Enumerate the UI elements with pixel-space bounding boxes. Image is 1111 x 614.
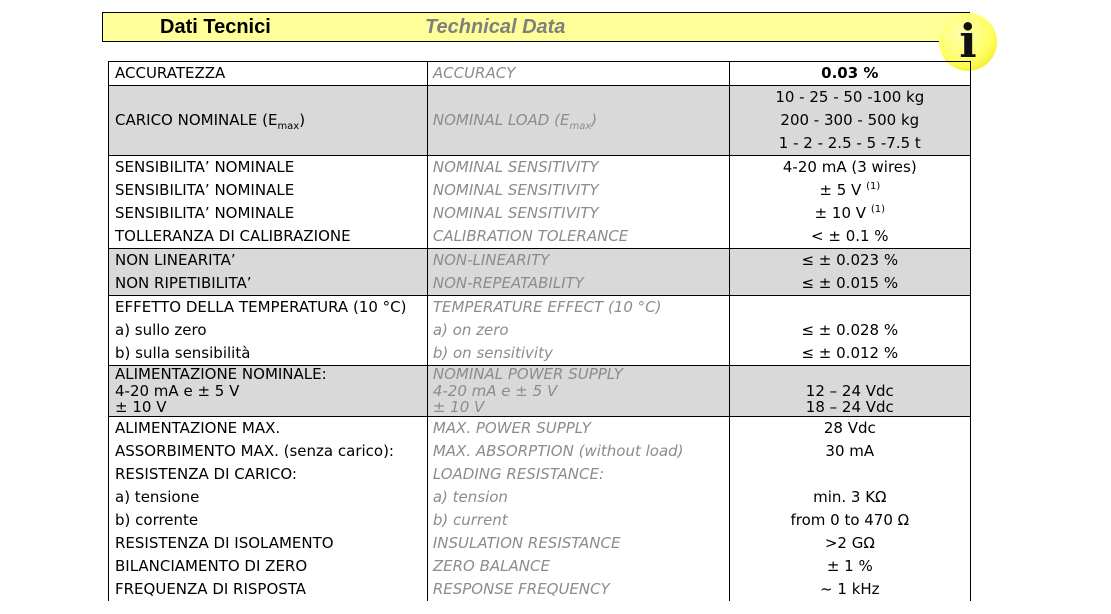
nominal-load-label-it: CARICO NOMINALE (E (115, 111, 278, 129)
current-value: from 0 to 470 Ω (790, 510, 910, 529)
non-linearity-label-it: NON LINEARITA’ (115, 251, 236, 269)
cell-english (427, 62, 729, 86)
sensitivity-value (736, 156, 964, 179)
sensitivity-value (736, 179, 964, 202)
cell-value (729, 86, 970, 156)
cell-italian (109, 156, 428, 249)
insulation-resistance-label-en: INSULATION RESISTANCE (432, 533, 621, 552)
cell-value (729, 156, 970, 249)
header-title-italian: Dati Tecnici (160, 16, 271, 38)
sensitivity-label-en: NOMINAL SENSITIVITY (432, 158, 599, 176)
table-row-temperature-effect (109, 296, 971, 366)
empty-line (736, 366, 964, 383)
loading-resistance-label-en: LOADING RESISTANCE: (432, 464, 605, 483)
zero-balance-value: ± 1 % (826, 556, 873, 575)
nominal-load-value: 200 - 300 - 500 kg (780, 111, 920, 129)
power-supply-title-en: NOMINAL POWER SUPPLY (432, 365, 623, 383)
sensitivity-label-it: SENSIBILITA’ NOMINALE (115, 204, 295, 222)
temperature-zero-label-it: a) sullo zero (115, 321, 207, 339)
max-absorption-label-it: ASSORBIMENTO MAX. (senza carico): (115, 441, 394, 460)
cell-italian (109, 296, 428, 366)
loading-resistance-label-it: RESISTENZA DI CARICO: (115, 464, 297, 483)
cell-italian (109, 62, 428, 86)
power-supply-option-it: ± 10 V (115, 398, 167, 416)
zero-balance-label-it: BILANCIAMENTO DI ZERO (115, 556, 308, 575)
nominal-load-close-en: ) (591, 111, 598, 129)
max-power-supply-label-it: ALIMENTAZIONE MAX. (115, 418, 281, 437)
current-label-it: b) corrente (115, 510, 199, 529)
empty-line (736, 296, 964, 319)
header-title-english: Technical Data (425, 16, 566, 38)
power-supply-option-en: ± 10 V (432, 398, 485, 416)
non-linearity-value: ≤ ± 0.023 % (801, 251, 899, 269)
section-header (102, 12, 970, 42)
response-frequency-label-it: FREQUENZA DI RISPOSTA (115, 579, 307, 598)
sensitivity-label-en: NOMINAL SENSITIVITY (432, 181, 599, 199)
nominal-load-close-it: ) (299, 111, 306, 129)
power-supply-value: 12 – 24 Vdc (805, 381, 894, 400)
info-icon-glyph: i (959, 14, 977, 68)
sensitivity-value (736, 202, 964, 225)
temperature-sensitivity-label-it: b) sulla sensibilità (115, 344, 251, 362)
table-row-nominal-load (109, 86, 971, 156)
tension-label-en: a) tension (432, 487, 508, 506)
table-row-accuracy (109, 62, 971, 86)
cell-english (427, 416, 729, 601)
power-supply-option-it: 4-20 mA e ± 5 V (115, 381, 240, 400)
cell-italian (109, 249, 428, 296)
calibration-tolerance-label-en: CALIBRATION TOLERANCE (432, 227, 629, 245)
nominal-load-value: 1 - 2 - 2.5 - 5 -7.5 t (778, 134, 921, 152)
nominal-load-subscript-en: max (569, 121, 592, 132)
footnote-marker: (1) (870, 204, 885, 215)
current-label-en: b) current (432, 510, 508, 529)
nominal-load-subscript-it: max (277, 121, 300, 132)
temperature-zero-label-en: a) on zero (432, 321, 509, 339)
max-absorption-label-en: MAX. ABSORPTION (without load) (432, 441, 684, 460)
cell-value (729, 62, 970, 86)
max-power-supply-value: 28 Vdc (823, 418, 876, 437)
accuracy-label-en: ACCURACY (432, 64, 516, 82)
sensitivity-label-it: SENSIBILITA’ NOMINALE (115, 158, 295, 176)
calibration-tolerance-label-it: TOLLERANZA DI CALIBRAZIONE (115, 227, 351, 245)
zero-balance-label-en: ZERO BALANCE (432, 556, 550, 575)
cell-italian (109, 416, 428, 601)
non-repeatability-label-en: NON-REPEATABILITY (432, 274, 584, 292)
power-supply-value: 18 – 24 Vdc (805, 398, 894, 416)
nominal-load-value: 10 - 25 - 50 -100 kg (775, 88, 925, 106)
cell-english (427, 86, 729, 156)
table-row-sensitivity (109, 156, 971, 249)
non-linearity-label-en: NON-LINEARITY (432, 251, 550, 269)
power-supply-title-it: ALIMENTAZIONE NOMINALE: (115, 365, 327, 383)
tension-value: min. 3 KΩ (813, 487, 887, 506)
sensitivity-value-text: ± 10 V (814, 204, 867, 222)
footnote-marker: (1) (866, 181, 881, 192)
tension-label-it: a) tensione (115, 487, 200, 506)
accuracy-value: 0.03 % (821, 64, 879, 82)
sensitivity-value-text: 4-20 mA (3 wires) (782, 158, 917, 176)
cell-value (729, 296, 970, 366)
temperature-title-en: TEMPERATURE EFFECT (10 °C) (432, 298, 662, 316)
table-row-linearity (109, 249, 971, 296)
sensitivity-label-en: NOMINAL SENSITIVITY (432, 204, 599, 222)
temperature-sensitivity-label-en: b) on sensitivity (432, 344, 553, 362)
empty-line (736, 463, 964, 486)
table-row-electrical (109, 416, 971, 601)
cell-italian (109, 366, 428, 417)
sensitivity-value-text: ± 5 V (819, 181, 862, 199)
nominal-load-label-en: NOMINAL LOAD (E (432, 111, 570, 129)
non-repeatability-value: ≤ ± 0.015 % (801, 274, 899, 292)
response-frequency-label-en: RESPONSE FREQUENCY (432, 579, 610, 598)
cell-value (729, 366, 970, 417)
technical-data-table (108, 61, 971, 601)
temperature-zero-value: ≤ ± 0.028 % (801, 321, 899, 339)
sensitivity-label-it: SENSIBILITA’ NOMINALE (115, 181, 295, 199)
max-absorption-value: 30 mA (825, 441, 875, 460)
accuracy-label-it: ACCURATEZZA (115, 64, 226, 82)
cell-english (427, 366, 729, 417)
calibration-tolerance-value: < ± 0.1 % (811, 227, 889, 245)
cell-english (427, 296, 729, 366)
insulation-resistance-value: >2 GΩ (824, 533, 875, 552)
cell-value (729, 249, 970, 296)
insulation-resistance-label-it: RESISTENZA DI ISOLAMENTO (115, 533, 334, 552)
response-frequency-value: ~ 1 kHz (820, 579, 880, 598)
cell-english (427, 249, 729, 296)
non-repeatability-label-it: NON RIPETIBILITA’ (115, 274, 252, 292)
max-power-supply-label-en: MAX. POWER SUPPLY (432, 418, 591, 437)
temperature-title-it: EFFETTO DELLA TEMPERATURA (10 °C) (115, 298, 407, 316)
cell-english (427, 156, 729, 249)
power-supply-option-en: 4-20 mA e ± 5 V (432, 381, 558, 400)
temperature-sensitivity-value: ≤ ± 0.012 % (801, 344, 899, 362)
cell-value (729, 416, 970, 601)
cell-italian (109, 86, 428, 156)
table-row-power-supply (109, 366, 971, 417)
